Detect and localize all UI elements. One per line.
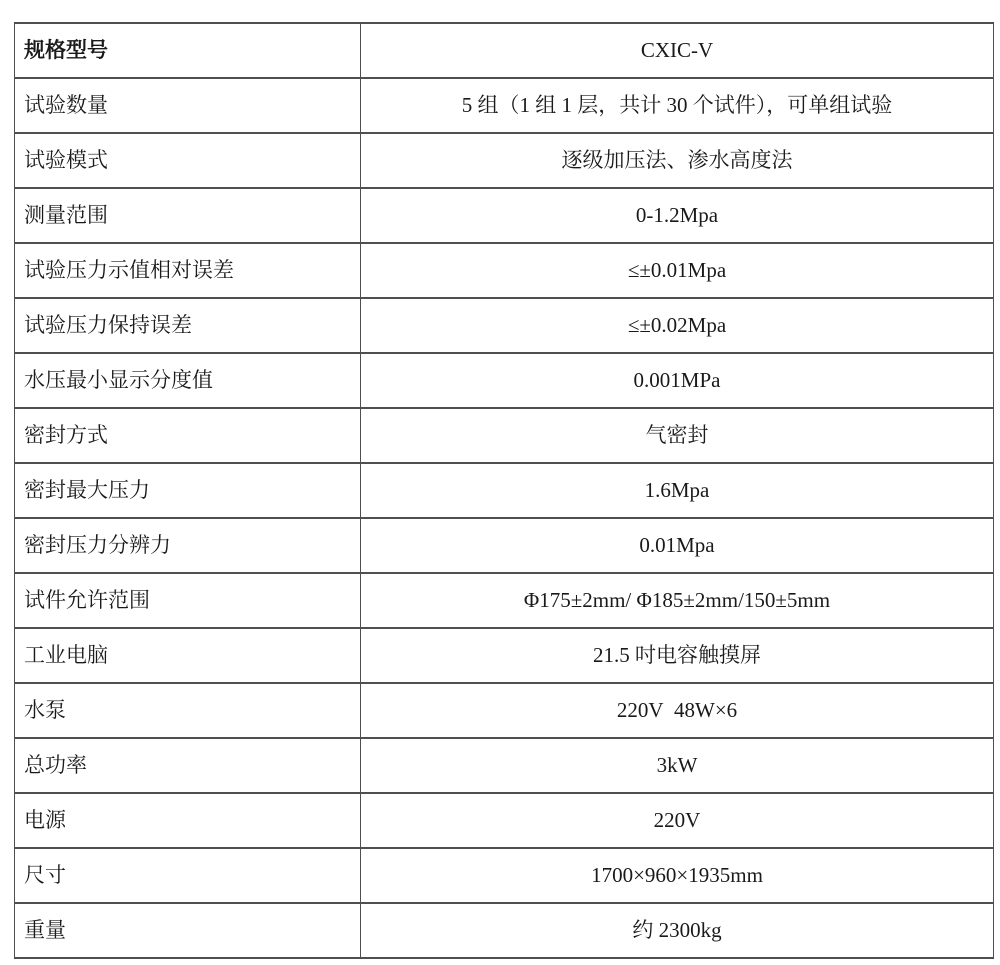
spec-label: 试验压力示值相对误差	[15, 243, 361, 298]
table-row	[15, 463, 994, 518]
spec-value: ≤±0.02Mpa	[361, 298, 994, 353]
spec-label: 重量	[15, 903, 361, 958]
spec-value: 1.6Mpa	[361, 463, 994, 518]
table-row	[15, 243, 994, 298]
spec-value: 21.5 吋电容触摸屏	[361, 628, 994, 683]
spec-value: 3kW	[361, 738, 994, 793]
table-row	[15, 683, 994, 738]
spec-label: 密封压力分辨力	[15, 518, 361, 573]
spec-label: 尺寸	[15, 848, 361, 903]
spec-value: 0-1.2Mpa	[361, 188, 994, 243]
spec-label: 密封最大压力	[15, 463, 361, 518]
spec-label: 试验压力保持误差	[15, 298, 361, 353]
spec-label: 试件允许范围	[15, 573, 361, 628]
table-row	[15, 188, 994, 243]
spec-label: 总功率	[15, 738, 361, 793]
spec-value: CXIC-V	[361, 23, 994, 78]
spec-value: 220V 48W×6	[361, 683, 994, 738]
table-row	[15, 573, 994, 628]
spec-label: 试验模式	[15, 133, 361, 188]
spec-value: 气密封	[361, 408, 994, 463]
spec-label: 测量范围	[15, 188, 361, 243]
spec-value: 5 组（1 组 1 层，共计 30 个试件），可单组试验	[361, 78, 994, 133]
table-row	[15, 353, 994, 408]
spec-value: 1700×960×1935mm	[361, 848, 994, 903]
table-row	[15, 23, 994, 78]
spec-table	[14, 22, 994, 959]
table-row	[15, 793, 994, 848]
table-row	[15, 738, 994, 793]
spec-value: Φ175±2mm/ Φ185±2mm/150±5mm	[361, 573, 994, 628]
spec-value: 逐级加压法、渗水高度法	[361, 133, 994, 188]
spec-value: 约 2300kg	[361, 903, 994, 958]
table-row	[15, 848, 994, 903]
spec-label: 电源	[15, 793, 361, 848]
spec-label: 规格型号	[15, 23, 361, 78]
table-row	[15, 903, 994, 958]
table-row	[15, 628, 994, 683]
table-row	[15, 298, 994, 353]
spec-value: 220V	[361, 793, 994, 848]
table-row	[15, 133, 994, 188]
spec-label: 密封方式	[15, 408, 361, 463]
spec-label: 水压最小显示分度值	[15, 353, 361, 408]
table-row	[15, 78, 994, 133]
spec-value: 0.01Mpa	[361, 518, 994, 573]
spec-label: 试验数量	[15, 78, 361, 133]
spec-value: 0.001MPa	[361, 353, 994, 408]
table-row	[15, 408, 994, 463]
spec-value: ≤±0.01Mpa	[361, 243, 994, 298]
table-row	[15, 518, 994, 573]
spec-label: 工业电脑	[15, 628, 361, 683]
spec-label: 水泵	[15, 683, 361, 738]
